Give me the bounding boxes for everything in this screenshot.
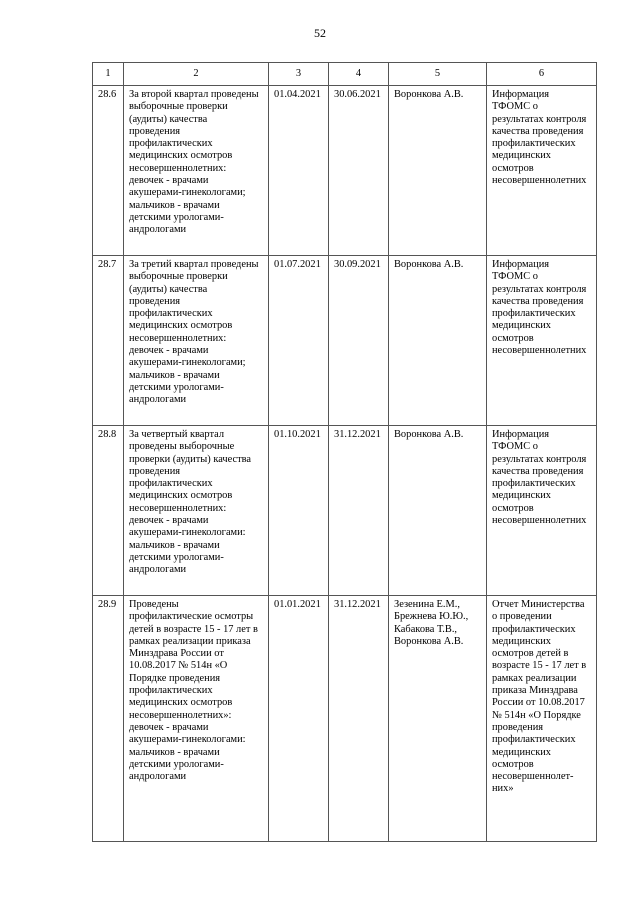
end-date: 31.12.2021: [329, 426, 389, 596]
end-date: 30.09.2021: [329, 256, 389, 426]
header-col-6: 6: [487, 63, 597, 86]
row-number: 28.8: [93, 426, 124, 596]
table-row: [93, 426, 597, 596]
event-description: Проведены профилактические осмотры детей в возрасте 15 - 17 лет в рамках реализации приказа Минздрава России от 10.08.2017 № 514н «О Порядке проведения профилактических медицинских осмотров несовершеннолетних»: девочек - врачами акушерами-гинекологами: мальчиков - врачами детскими урологами- андрологами: [124, 596, 269, 842]
end-date: 31.12.2021: [329, 596, 389, 842]
row-number: 28.9: [93, 596, 124, 842]
event-description: За третий квартал проведены выборочные проверки (аудиты) качества проведения профилактических медицинских осмотров несовершеннолетних: девочек - врачами акушерами-гинекологами; мальчиков - врачами детскими урологами- андрологами: [124, 256, 269, 426]
responsible: Зезенина Е.М., Брежнева Ю.Ю., Кабакова Т.В., Воронкова А.В.: [389, 596, 487, 842]
header-col-1: 1: [93, 63, 124, 86]
result: Информация ТФОМС о результатах контроля качества проведения профилактических медицинских осмотров несовершеннолетних: [487, 426, 597, 596]
event-description: За второй квартал проведены выборочные проверки (аудиты) качества проведения профилактических медицинских осмотров несовершеннолетних: девочек - врачами акушерами-гинекологами; мальчиков - врачами детскими урологами- андрологами: [124, 86, 269, 256]
start-date: 01.01.2021: [269, 596, 329, 842]
table-row: [93, 596, 597, 842]
result: Информация ТФОМС о результатах контроля качества проведения профилактических медицинских осмотров несовершеннолетних: [487, 86, 597, 256]
plan-table: [92, 62, 597, 842]
table-row: [93, 256, 597, 426]
header-col-2: 2: [124, 63, 269, 86]
responsible: Воронкова А.В.: [389, 86, 487, 256]
start-date: 01.07.2021: [269, 256, 329, 426]
event-description: За четвертый квартал проведены выборочные проверки (аудиты) качества проведения профилактических медицинских осмотров несовершеннолетних: девочек - врачами акушерами-гинекологами: мальчиков - врачами детскими урологами- андрологами: [124, 426, 269, 596]
responsible: Воронкова А.В.: [389, 426, 487, 596]
end-date: 30.06.2021: [329, 86, 389, 256]
header-row: [93, 63, 597, 86]
table-row: [93, 86, 597, 256]
start-date: 01.10.2021: [269, 426, 329, 596]
responsible: Воронкова А.В.: [389, 256, 487, 426]
row-number: 28.7: [93, 256, 124, 426]
row-number: 28.6: [93, 86, 124, 256]
header-col-4: 4: [329, 63, 389, 86]
header-col-3: 3: [269, 63, 329, 86]
start-date: 01.04.2021: [269, 86, 329, 256]
header-col-5: 5: [389, 63, 487, 86]
result: Информация ТФОМС о результатах контроля качества проведения профилактических медицинских осмотров несовершеннолетних: [487, 256, 597, 426]
result: Отчет Министерства о проведении профилактических медицинских осмотров детей в возрасте 15 - 17 лет в рамках реализации приказа Минздрава России от 10.08.2017 № 514н «О Порядке проведения профилактических медицинских осмотров несовершеннолет- них»: [487, 596, 597, 842]
page-number: 52: [314, 26, 326, 40]
